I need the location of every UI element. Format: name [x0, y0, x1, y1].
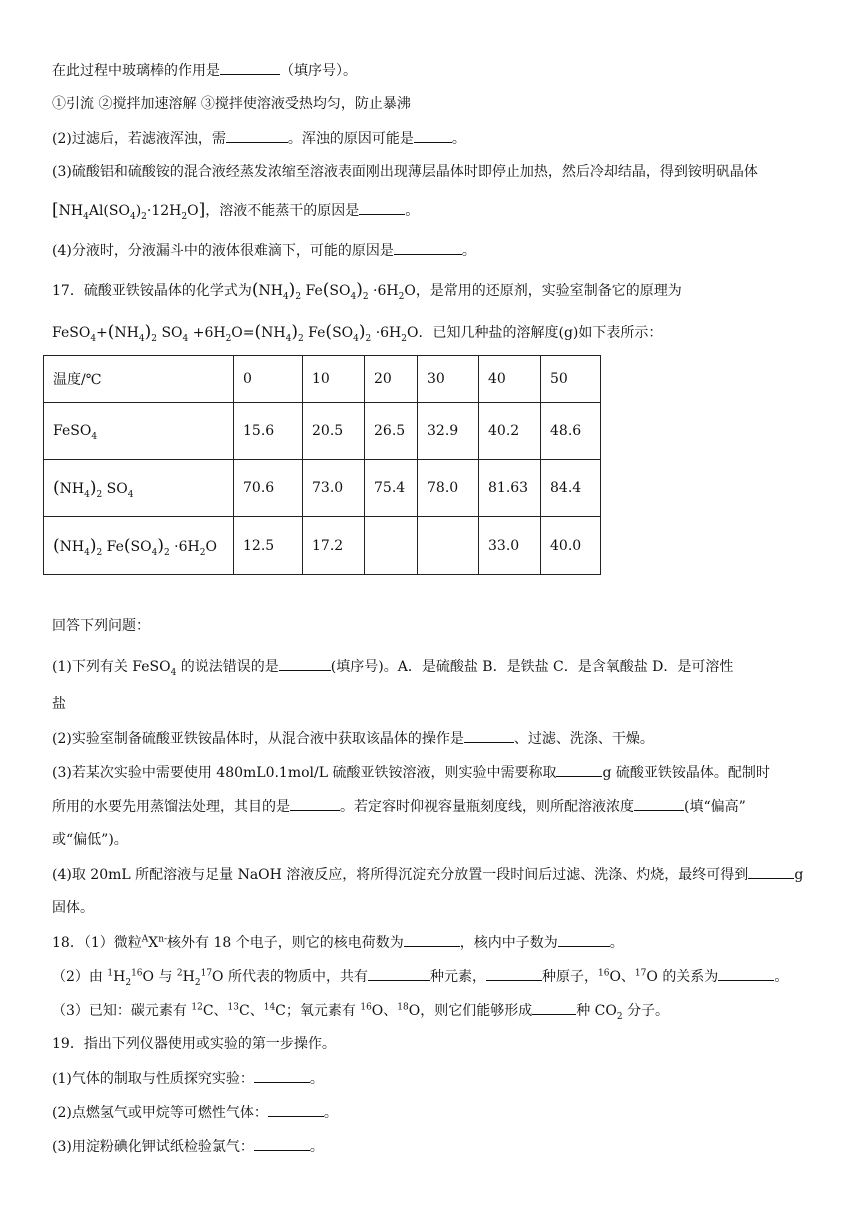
- answer-blank[interactable]: [254, 1068, 310, 1083]
- table-header-cell: 40: [479, 356, 541, 403]
- answer-blank[interactable]: [404, 932, 460, 947]
- q18-line-2: （2）由 $^1H_2^{16}O$ 与 $^2H_2^{17}O$ 所代表的物质中，共有 种元素， 种原子，$^{16}$O、$^{17}$O 的关系为 。: [52, 966, 788, 987]
- ferrous-ammonium-sulfate-formula: $(NH_4)_2$ $Fe(SO_4)_2 \cdot 6H_2O$: [251, 280, 416, 302]
- alum-formula: $NH_4Al(SO_4)_2\cdot 12H_2O$: [58, 203, 199, 222]
- table-cell: 12.5: [234, 517, 303, 575]
- table-cell: 20.5: [303, 403, 365, 460]
- solubility-table: [43, 355, 601, 575]
- table-cell: 78.0: [418, 460, 479, 517]
- table-cell: 26.5: [365, 403, 418, 460]
- table-cell: 81.63: [479, 460, 541, 517]
- answers-p1-cont: 盐: [52, 696, 66, 712]
- answer-blank[interactable]: [279, 656, 331, 671]
- table-header-row: [44, 356, 601, 403]
- q17-line-1: 17．硫酸亚铁铵晶体的化学式为$(NH_4)_2$ $Fe(SO_4)_2 \cdot 6H_2O$，是常用的还原剂，实验室制备它的原理为: [52, 280, 682, 302]
- table-cell: 17.2: [303, 517, 365, 575]
- table-header-cell: 0: [234, 356, 303, 403]
- answer-blank[interactable]: [359, 200, 405, 215]
- table-cell: [418, 517, 479, 575]
- answers-p4: (4)取 20mL 所配溶液与足量 NaOH 溶液反应，将所得沉淀充分放置一段时间后过滤、洗涤、灼烧，最终可得到 g: [52, 864, 803, 885]
- answers-p3-cont: 所用的水要先用蒸馏法处理，其目的是 。若定容时仰视容量瓶刻度线，则所配溶液浓度 (填“偏高”: [52, 796, 746, 817]
- line-q4: (4)分液时，分液漏斗中的液体很难滴下，可能的原因是 。: [52, 240, 476, 261]
- answer-blank[interactable]: [368, 966, 430, 981]
- table-row: [44, 403, 601, 460]
- answer-blank[interactable]: [634, 796, 684, 811]
- table-cell: 84.4: [541, 460, 601, 517]
- line-options: ①引流 ②搅拌加速溶解 ③搅拌使溶液受热均匀，防止暴沸: [52, 96, 411, 112]
- row-label-ammonium-sulfate: $(NH_4)_2$ $SO_4$: [44, 460, 234, 517]
- particle-symbol: $^AX^{n-}$: [141, 934, 168, 951]
- answer-blank[interactable]: [220, 60, 280, 75]
- answer-blank[interactable]: [464, 728, 514, 743]
- row-label-ferrous-ammonium-sulfate: $(NH_4)_2$ $Fe(SO_4)_2 \cdot 6H_2O$: [44, 517, 234, 575]
- table-header-cell: 30: [418, 356, 479, 403]
- table-cell: 70.6: [234, 460, 303, 517]
- table-cell: [365, 517, 418, 575]
- table-cell: 40.0: [541, 517, 601, 575]
- table-cell: 73.0: [303, 460, 365, 517]
- answers-p3-end: 或“偏低”)。: [52, 832, 128, 848]
- table-row: [44, 460, 601, 517]
- line-q3-formula: $[NH_4Al(SO_4)_2\cdot 12H_2O]$，溶液不能蒸干的原因是 。: [52, 200, 420, 222]
- table-header-cell: 50: [541, 356, 601, 403]
- answer-blank[interactable]: [556, 762, 602, 777]
- table-cell: 75.4: [365, 460, 418, 517]
- table-cell: 48.6: [541, 403, 601, 460]
- line-glass-rod-role: 在此过程中玻璃棒的作用是 （填序号）。: [52, 60, 357, 81]
- q19-item-3: (3)用淀粉碘化钾试纸检验氯气： 。: [52, 1136, 324, 1157]
- reaction-equation: $FeSO_4+(NH_4)_2$ $SO_4 +6H_2O=(NH_4)_2$ $Fe(SO_4)_2 \cdot 6H_2O$: [52, 322, 419, 344]
- answer-blank[interactable]: [718, 966, 774, 981]
- answer-blank[interactable]: [254, 1136, 310, 1151]
- line-q2: (2)过滤后，若滤液浑浊，需 。浑浊的原因可能是 。: [52, 128, 466, 149]
- answer-blank[interactable]: [414, 128, 452, 143]
- table-header-cell: 20: [365, 356, 418, 403]
- line-q3: (3)硫酸铝和硫酸铵的混合液经蒸发浓缩至溶液表面刚出现薄层晶体时即停止加热，然后冷却结晶，得到铵明矾晶体: [52, 164, 758, 180]
- q18-line-1: 18．（1）微粒$^AX^{n-}$核外有 18 个电子，则它的核电荷数为 ，核内中子数为 。: [52, 932, 624, 953]
- answers-p3: (3)若某次实验中需要使用 480mL0.1mol/L 硫酸亚铁铵溶液，则实验中需要称取 g 硫酸亚铁铵晶体。配制时: [52, 762, 770, 783]
- table-cell: 40.2: [479, 403, 541, 460]
- row-label-feso4: FeSO$_4$: [44, 403, 234, 460]
- answer-blank[interactable]: [748, 864, 794, 879]
- table-cell: 33.0: [479, 517, 541, 575]
- answer-blank[interactable]: [226, 128, 288, 143]
- table-row: [44, 517, 601, 575]
- answers-p1: (1)下列有关 FeSO$_4$ 的说法错误的是 (填序号)。A．是硫酸盐 B．是铁盐 C．是含氧酸盐 D．是可溶性: [52, 656, 733, 677]
- answer-blank[interactable]: [558, 932, 610, 947]
- answers-heading: 回答下列问题：: [52, 618, 150, 634]
- q19-item-2: (2)点燃氢气或甲烷等可燃性气体： 。: [52, 1102, 338, 1123]
- answer-blank[interactable]: [290, 796, 340, 811]
- q18-line-3: （3）已知：碳元素有 $^{12}$C、$^{13}$C、$^{14}$C；氧元素有 $^{16}$O、$^{18}$O，则它们能够形成 种 $CO_2$ 分子。: [52, 1000, 669, 1021]
- answer-blank[interactable]: [394, 240, 462, 255]
- answers-p2: (2)实验室制备硫酸亚铁铵晶体时，从混合液中获取该晶体的操作是 、过滤、洗涤、干燥。: [52, 728, 654, 749]
- answer-blank[interactable]: [486, 966, 542, 981]
- answer-blank[interactable]: [268, 1102, 324, 1117]
- answers-p4-end: 固体。: [52, 900, 94, 916]
- table-cell: 15.6: [234, 403, 303, 460]
- q19-title: 19．指出下列仪器使用或实验的第一步操作。: [52, 1036, 336, 1052]
- q17-line-2: $FeSO_4+(NH_4)_2$ $SO_4 +6H_2O=(NH_4)_2$ $Fe(SO_4)_2 \cdot 6H_2O$．已知几种盐的溶解度(g)如下表所示：: [52, 322, 663, 344]
- table-cell: 32.9: [418, 403, 479, 460]
- table-header-cell: 温度/℃: [44, 356, 234, 403]
- q19-item-1: (1)气体的制取与性质探究实验： 。: [52, 1068, 324, 1089]
- answer-blank[interactable]: [532, 1000, 576, 1015]
- table-header-cell: 10: [303, 356, 365, 403]
